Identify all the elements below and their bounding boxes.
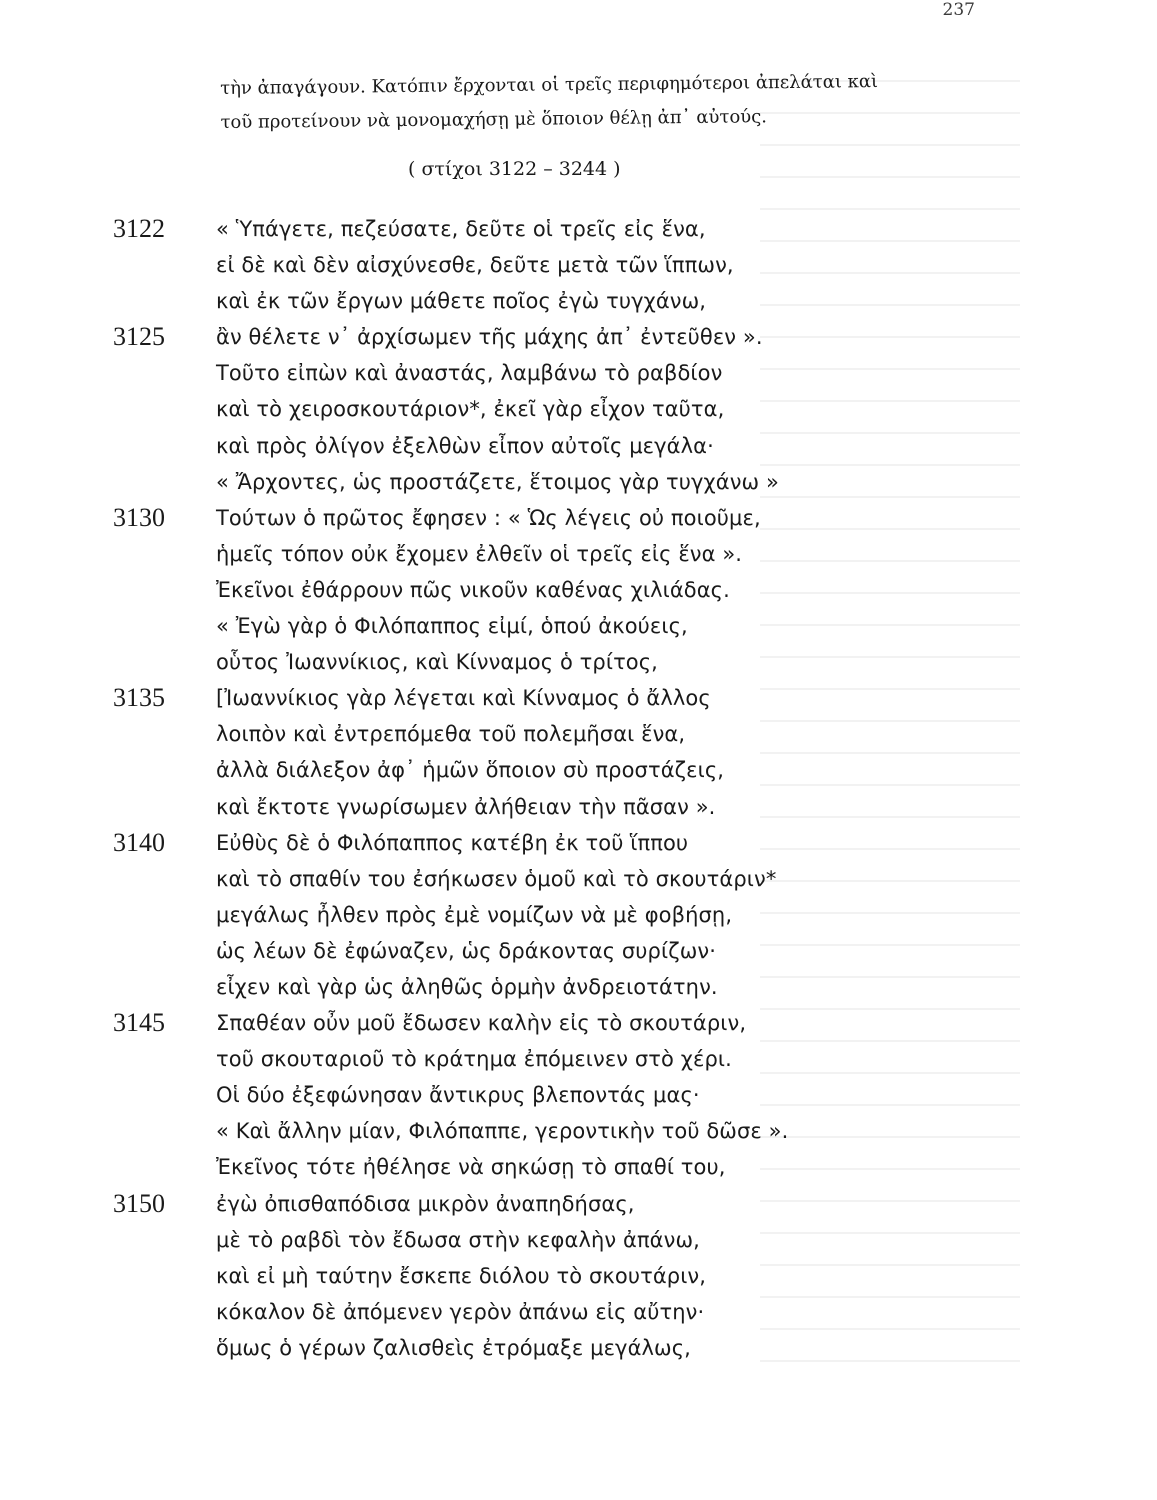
verse-text: τοῦ σκουταριοῦ τὸ κράτημα ἐπόμεινεν στὸ χέρι.: [216, 1047, 732, 1072]
verse-line: [0, 1077, 1157, 1113]
verse-text: λοιπὸν καὶ ἐντρεπόμεθα τοῦ πολεμῆσαι ἕνα,: [216, 722, 686, 747]
verse-line: [0, 211, 1157, 247]
verse-text: ἀλλὰ διάλεξον ἀφ᾽ ἡμῶν ὅποιον σὺ προστάζεις,: [216, 758, 725, 783]
verse-text: κόκαλον δὲ ἀπόμενεν γερὸν ἀπάνω εἰς αὔτην·: [216, 1299, 705, 1324]
verse-line: [0, 644, 1157, 680]
verse-line: [0, 1113, 1157, 1149]
verse-line: [0, 1149, 1157, 1185]
verse-text: Οἱ δύο ἐξεφώνησαν ἄντικρυς βλεποντάς μας·: [216, 1083, 700, 1108]
line-number: 3140: [113, 827, 165, 857]
verse-line: [0, 319, 1157, 355]
verse-line: [0, 716, 1157, 752]
verse-text: [Ἰωαννίκιος γὰρ λέγεται καὶ Κίνναμος ὁ ἄλλος: [216, 686, 711, 711]
verse-range-heading: ( στίχοι 3122 – 3244 ): [408, 158, 621, 180]
verse-line: [0, 283, 1157, 319]
verse-text: μεγάλως ἦλθεν πρὸς ἐμὲ νομίζων νὰ μὲ φοβήσῃ,: [216, 902, 733, 927]
verse-text: ἡμεῖς τόπον οὐκ ἔχομεν ἐλθεῖν οἱ τρεῖς εἰς ἕνα ».: [216, 541, 743, 566]
verse-line: [0, 464, 1157, 500]
verse-text: Εὐθὺς δὲ ὁ Φιλόπαππος κατέβη ἐκ τοῦ ἵππου: [216, 830, 689, 855]
verse-line: [0, 536, 1157, 572]
verse-text: καὶ τὸ σπαθίν του ἐσήκωσεν ὁμοῦ καὶ τὸ σκουτάριν*: [216, 866, 777, 891]
verse-line: [0, 969, 1157, 1005]
verse-text: Τοῦτο εἰπὼν καὶ ἀναστάς, λαμβάνω τὸ ραβδίον: [216, 361, 723, 386]
summary-line: τοῦ προτείνουν νὰ μονομαχήσῃ μὲ ὅποιον θέλῃ ἀπ᾽ αὐτούς.: [220, 106, 768, 133]
verse-line: [0, 608, 1157, 644]
verse-line: [0, 861, 1157, 897]
verse-text: Ἐκεῖνοι ἐθάρρουν πῶς νικοῦν καθένας χιλιάδας.: [216, 577, 730, 602]
page-number: 237: [942, 0, 975, 20]
verse-text: ὅμως ὁ γέρων ζαλισθεὶς ἐτρόμαξε μεγάλως,: [216, 1335, 691, 1360]
verse-line: [0, 825, 1157, 861]
verse-line: [0, 247, 1157, 283]
verse-line: [0, 428, 1157, 464]
verse-text: καὶ ἔκτοτε γνωρίσωμεν ἀλήθειαν τὴν πᾶσαν ».: [216, 794, 716, 819]
verse-line: [0, 752, 1157, 788]
chapter-summary: [220, 64, 981, 140]
verse-line: [0, 391, 1157, 427]
verse-line: [0, 355, 1157, 391]
verse-text: καὶ ἐκ τῶν ἔργων μάθετε ποῖος ἐγὼ τυγχάνω,: [216, 289, 707, 314]
verse-text: καὶ τὸ χειροσκουτάριον*, ἐκεῖ γὰρ εἶχον ταῦτα,: [216, 397, 725, 422]
verse-line: [0, 572, 1157, 608]
verse-text: « Ἄρχοντες, ὡς προστάζετε, ἕτοιμος γὰρ τυγχάνω »: [216, 469, 779, 494]
verse-line: [0, 789, 1157, 825]
verse-text: ἐγὼ ὀπισθαπόδισα μικρὸν ἀναπηδήσας,: [216, 1191, 635, 1216]
verse-line: [0, 500, 1157, 536]
line-number: 3125: [113, 322, 165, 352]
verse-line: [0, 680, 1157, 716]
verse-text: Ἐκεῖνος τότε ἠθέλησε νὰ σηκώσῃ τὸ σπαθί του,: [216, 1155, 726, 1180]
verse-text: καὶ εἰ μὴ ταύτην ἔσκεπε διόλου τὸ σκουτάριν,: [216, 1263, 707, 1288]
verse-text: Τούτων ὁ πρῶτος ἔφησεν : « Ὡς λέγεις οὐ ποιοῦμε,: [216, 505, 761, 530]
verse-line: [0, 897, 1157, 933]
poem-body: [0, 211, 1157, 1402]
verse-line: [0, 1258, 1157, 1294]
verse-line: [0, 1366, 1157, 1402]
verse-line: [0, 1294, 1157, 1330]
verse-text: εἶχεν καὶ γὰρ ὡς ἀληθῶς ὁρμὴν ἀνδρειοτάτην.: [216, 974, 718, 999]
verse-text: Σπαθέαν οὖν μοῦ ἔδωσεν καλὴν εἰς τὸ σκουτάριν,: [216, 1011, 747, 1036]
verse-text: ὡς λέων δὲ ἐφώναζεν, ὡς δράκοντας συρίζων·: [216, 938, 717, 963]
line-number: 3150: [113, 1188, 165, 1218]
verse-text: μὲ τὸ ραβδὶ τὸν ἔδωσα στὴν κεφαλὴν ἀπάνω,: [216, 1227, 700, 1252]
verse-line: [0, 1005, 1157, 1041]
verse-text: καὶ πρὸς ὀλίγον ἐξελθὼν εἶπον αὐτοῖς μεγάλα·: [216, 433, 714, 458]
line-number: 3145: [113, 1008, 165, 1038]
line-number: 3135: [113, 683, 165, 713]
verse-text: « Ὑπάγετε, πεζεύσατε, δεῦτε οἱ τρεῖς εἰς ἕνα,: [216, 217, 706, 241]
verse-line: [0, 933, 1157, 969]
verse-text: ἂν θέλετε ν᾽ ἀρχίσωμεν τῆς μάχης ἀπ᾽ ἐντεῦθεν ».: [216, 325, 763, 350]
verse-text: « Καὶ ἄλλην μίαν, Φιλόπαππε, γεροντικὴν τοῦ δῶσε ».: [216, 1119, 789, 1144]
line-number: 3130: [113, 502, 165, 532]
line-number: 3122: [113, 214, 165, 243]
summary-line: τὴν ἀπαγάγουν. Κατόπιν ἔρχονται οἱ τρεῖς περιφημότεροι ἀπελάται καὶ: [220, 71, 879, 99]
verse-text: « Ἐγὼ γὰρ ὁ Φιλόπαππος εἰμί, ὁπού ἀκούεις,: [216, 614, 688, 639]
verse-line: [0, 1041, 1157, 1077]
verse-line: [0, 1222, 1157, 1258]
verse-text: εἰ δὲ καὶ δὲν αἰσχύνεσθε, δεῦτε μετὰ τῶν ἵππων,: [216, 253, 734, 278]
verse-line: [0, 1330, 1157, 1366]
verse-text: οὗτος Ἰωαννίκιος, καὶ Κίνναμος ὁ τρίτος,: [216, 650, 658, 675]
verse-line: [0, 1186, 1157, 1222]
